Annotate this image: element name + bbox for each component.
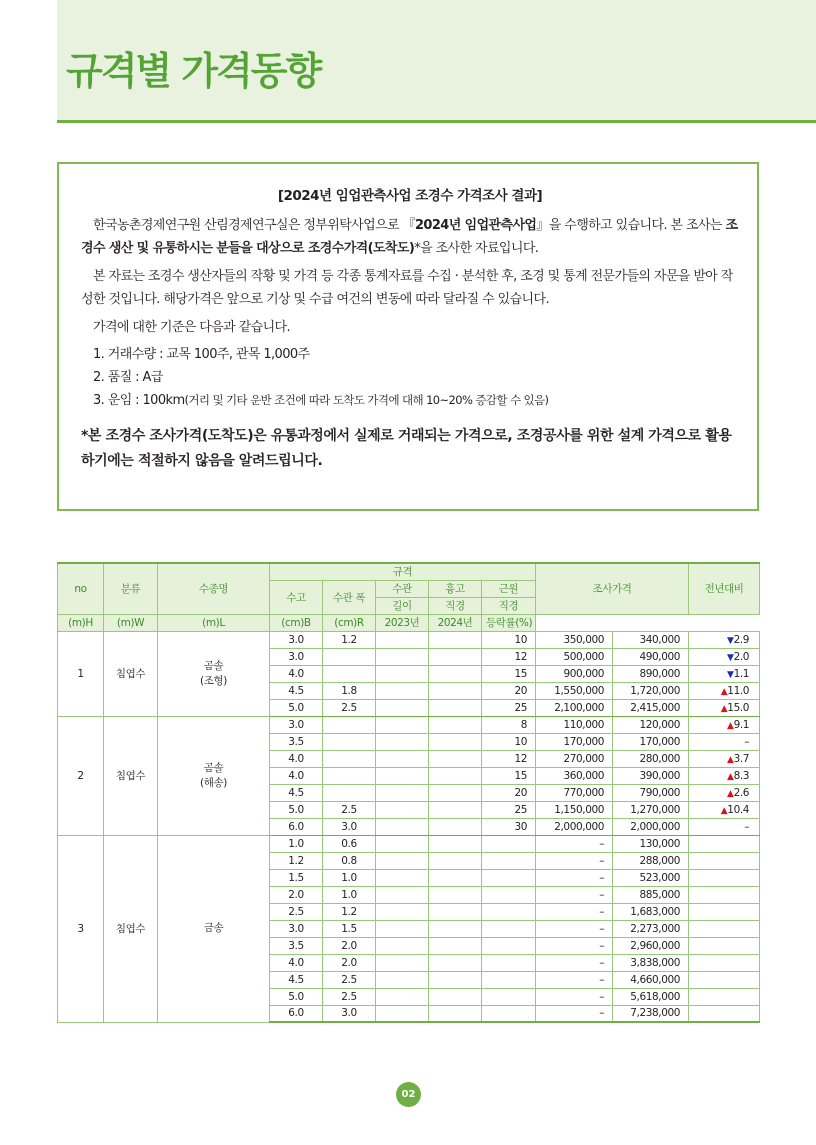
cell-crown-width	[323, 716, 376, 733]
cell-root-diameter	[482, 988, 536, 1005]
table-row	[58, 631, 760, 648]
cell-price-2023: 2,100,000	[536, 699, 613, 716]
cell-crown-length	[376, 716, 429, 733]
cell-price-2024: 1,683,000	[613, 903, 689, 920]
cell-height: 5.0	[270, 988, 323, 1005]
cell-root-diameter: 15	[482, 665, 536, 682]
cell-root-diameter: 10	[482, 733, 536, 750]
cell-dbh	[429, 920, 482, 937]
cell-change-rate	[689, 920, 760, 937]
cell-change-rate	[689, 988, 760, 1005]
cell-dbh	[429, 767, 482, 784]
cell-price-2023: 110,000	[536, 716, 613, 733]
cell-crown-length	[376, 682, 429, 699]
cell-height: 3.0	[270, 631, 323, 648]
triangle-up-icon: ▲	[720, 686, 728, 697]
rate-value: 1.1	[733, 667, 750, 680]
cell-change-rate	[689, 801, 760, 818]
cell-dbh	[429, 954, 482, 971]
cell-crown-length	[376, 631, 429, 648]
cell-root-diameter	[482, 920, 536, 937]
cell-root-diameter	[482, 954, 536, 971]
cell-height: 3.0	[270, 648, 323, 665]
cell-crown-width: 1.5	[323, 920, 376, 937]
cell-change-rate	[689, 1005, 760, 1022]
cell-root-diameter: 20	[482, 784, 536, 801]
cell-price-2023: –	[536, 835, 613, 852]
header-no: no	[58, 563, 104, 614]
table-row	[58, 835, 760, 852]
cell-crown-length	[376, 767, 429, 784]
cell-crown-length	[376, 954, 429, 971]
cell-root-diameter	[482, 1005, 536, 1022]
cell-change-rate	[689, 767, 760, 784]
cell-dbh	[429, 631, 482, 648]
page-title: 규격별 가격동향	[66, 49, 321, 93]
cell-price-2023: 2,000,000	[536, 818, 613, 835]
cell-dbh	[429, 937, 482, 954]
cell-dbh	[429, 750, 482, 767]
cell-crown-width: 3.0	[323, 818, 376, 835]
cell-height: 4.5	[270, 971, 323, 988]
cell-crown-width: 1.0	[323, 886, 376, 903]
triangle-up-icon: ▲	[727, 788, 734, 799]
cell-crown-width: 2.0	[323, 937, 376, 954]
cell-root-diameter	[482, 903, 536, 920]
cell-crown-length	[376, 665, 429, 682]
cell-price-2024: 5,618,000	[613, 988, 689, 1005]
cell-root-diameter: 20	[482, 682, 536, 699]
rate-value: 2.6	[733, 786, 750, 799]
cell-dbh	[429, 903, 482, 920]
cell-root-diameter	[482, 971, 536, 988]
price-table	[57, 562, 760, 1023]
cell-crown-width: 1.0	[323, 869, 376, 886]
cell-crown-length	[376, 801, 429, 818]
cell-crown-width	[323, 767, 376, 784]
cell-change-rate	[689, 631, 760, 648]
cell-crown-length	[376, 750, 429, 767]
cell-crown-width: 3.0	[323, 1005, 376, 1022]
cell-root-diameter: 10	[482, 631, 536, 648]
price-table-body	[58, 631, 760, 1022]
cell-price-2023: –	[536, 988, 613, 1005]
notice-paragraph-3: 가격에 대한 기준은 다음과 같습니다.	[93, 320, 291, 335]
cell-root-diameter: 30	[482, 818, 536, 835]
unit-crown-length: (m)L	[158, 614, 270, 631]
header-root-top: 근원	[482, 580, 536, 597]
cell-price-2023: –	[536, 954, 613, 971]
cell-root-diameter: 15	[482, 767, 536, 784]
cell-price-2023: 170,000	[536, 733, 613, 750]
cell-price-2024: 790,000	[613, 784, 689, 801]
cell-change-rate	[689, 818, 760, 835]
rate-value: –	[744, 735, 750, 748]
cell-crown-length	[376, 733, 429, 750]
cell-change-rate	[689, 665, 760, 682]
cell-height: 3.5	[270, 937, 323, 954]
cell-price-2024: 170,000	[613, 733, 689, 750]
cell-price-2024: 890,000	[613, 665, 689, 682]
cell-change-rate	[689, 835, 760, 852]
cell-price-2024: 885,000	[613, 886, 689, 903]
header-dbh-bottom: 직경	[429, 597, 482, 614]
cell-crown-width	[323, 733, 376, 750]
criteria-item-quantity: 1. 거래수량 : 교목 100주, 관목 1,000주	[93, 347, 310, 362]
rate-value: 2.9	[733, 633, 750, 646]
cell-crown-width	[323, 648, 376, 665]
cell-price-2023: –	[536, 920, 613, 937]
cell-crown-width	[323, 750, 376, 767]
cell-crown-width: 1.8	[323, 682, 376, 699]
cell-change-rate	[689, 937, 760, 954]
triangle-up-icon: ▲	[720, 805, 728, 816]
rate-value: 2.0	[733, 650, 750, 663]
cell-price-2024: 1,720,000	[613, 682, 689, 699]
notice-paragraph-2: 본 자료는 조경수 생산자들의 작황 및 가격 등 각종 통계자료를 수집 · 분석한 후, 조경 및 통계 전문가들의 자문을 받아 작성한 것입니다. 해당가격은 앞으로 기상 및 수급 여건의 변동에 따라 달라질 수 있습니다.	[81, 269, 733, 307]
cell-height: 4.0	[270, 767, 323, 784]
cell-no: 1	[58, 631, 104, 716]
cell-change-rate	[689, 852, 760, 869]
cell-root-diameter	[482, 835, 536, 852]
cell-change-rate	[689, 954, 760, 971]
cell-no: 2	[58, 716, 104, 835]
cell-crown-length	[376, 869, 429, 886]
cell-dbh	[429, 971, 482, 988]
cell-height: 4.0	[270, 665, 323, 682]
cell-price-2023: –	[536, 937, 613, 954]
cell-dbh	[429, 665, 482, 682]
survey-notice-box	[57, 162, 759, 511]
cell-price-2024: 3,838,000	[613, 954, 689, 971]
cell-price-2023: 1,150,000	[536, 801, 613, 818]
cell-price-2024: 490,000	[613, 648, 689, 665]
cell-price-2023: 1,550,000	[536, 682, 613, 699]
rate-value: 3.7	[733, 752, 750, 765]
cell-root-diameter	[482, 886, 536, 903]
cell-root-diameter	[482, 852, 536, 869]
header-species: 수종명	[158, 563, 270, 614]
cell-height: 1.0	[270, 835, 323, 852]
unit-root: (cm)R	[323, 614, 376, 631]
cell-change-rate	[689, 699, 760, 716]
cell-height: 3.5	[270, 733, 323, 750]
cell-dbh	[429, 1005, 482, 1022]
cell-root-diameter	[482, 937, 536, 954]
cell-price-2024: 288,000	[613, 852, 689, 869]
triangle-up-icon: ▲	[727, 754, 734, 765]
cell-dbh	[429, 784, 482, 801]
header-root-bottom: 직경	[482, 597, 536, 614]
cell-dbh	[429, 716, 482, 733]
cell-price-2023: –	[536, 971, 613, 988]
cell-price-2024: 4,660,000	[613, 971, 689, 988]
cell-crown-width: 2.5	[323, 699, 376, 716]
header-height: 수고	[270, 580, 323, 614]
cell-crown-length	[376, 699, 429, 716]
cell-no: 3	[58, 835, 104, 1022]
cell-crown-length	[376, 818, 429, 835]
cell-price-2024: 280,000	[613, 750, 689, 767]
cell-height: 4.0	[270, 954, 323, 971]
header-crown-width: 수관 폭	[323, 580, 376, 614]
criteria-item-quality: 2. 품질 : A급	[93, 370, 163, 385]
cell-price-2023: –	[536, 1005, 613, 1022]
cell-crown-width: 2.5	[323, 988, 376, 1005]
cell-change-rate	[689, 750, 760, 767]
header-dbh-top: 흉고	[429, 580, 482, 597]
cell-price-2024: 2,000,000	[613, 818, 689, 835]
cell-price-2024: 130,000	[613, 835, 689, 852]
cell-height: 3.0	[270, 920, 323, 937]
header-rate: 등락률(%)	[482, 614, 536, 631]
cell-dbh	[429, 648, 482, 665]
header-price: 조사가격	[536, 563, 689, 614]
cell-root-diameter: 12	[482, 648, 536, 665]
header-yoy: 전년대비	[689, 563, 760, 614]
cell-crown-width: 0.8	[323, 852, 376, 869]
cell-price-2023: 500,000	[536, 648, 613, 665]
unit-dbh: (cm)B	[270, 614, 323, 631]
cell-change-rate	[689, 903, 760, 920]
cell-change-rate	[689, 971, 760, 988]
cell-crown-width	[323, 784, 376, 801]
header-divider	[57, 120, 816, 123]
rate-value: 15.0	[727, 701, 750, 714]
cell-price-2023: 360,000	[536, 767, 613, 784]
cell-height: 6.0	[270, 818, 323, 835]
cell-change-rate	[689, 648, 760, 665]
cell-dbh	[429, 869, 482, 886]
cell-crown-length	[376, 937, 429, 954]
header-category: 분류	[104, 563, 158, 614]
cell-category: 침엽수	[104, 835, 158, 1022]
cell-height: 4.5	[270, 682, 323, 699]
notice-warning: *본 조경수 조사가격(도착도)은 유통과정에서 실제로 거래되는 가격으로, 조경공사를 위한 설계 가격으로 활용하기에는 적절하지 않음을 알려드립니다.	[81, 428, 732, 469]
rate-value: 9.1	[733, 718, 750, 731]
cell-price-2024: 340,000	[613, 631, 689, 648]
triangle-up-icon: ▲	[720, 703, 728, 714]
cell-price-2023: –	[536, 903, 613, 920]
cell-change-rate	[689, 682, 760, 699]
cell-height: 4.5	[270, 784, 323, 801]
cell-root-diameter: 25	[482, 699, 536, 716]
cell-species: 곰솔 (조형)	[158, 631, 270, 716]
cell-price-2024: 7,238,000	[613, 1005, 689, 1022]
triangle-up-icon: ▲	[727, 720, 734, 731]
header-crown-length-top: 수관	[376, 580, 429, 597]
cell-crown-length	[376, 903, 429, 920]
cell-height: 4.0	[270, 750, 323, 767]
cell-crown-length	[376, 988, 429, 1005]
cell-price-2023: –	[536, 869, 613, 886]
cell-crown-length	[376, 920, 429, 937]
cell-change-rate	[689, 733, 760, 750]
cell-price-2024: 2,273,000	[613, 920, 689, 937]
unit-height: (m)H	[58, 614, 104, 631]
cell-crown-width: 1.2	[323, 903, 376, 920]
cell-crown-width	[323, 665, 376, 682]
triangle-down-icon: ▼	[727, 669, 734, 680]
cell-crown-width: 2.5	[323, 801, 376, 818]
cell-root-diameter: 25	[482, 801, 536, 818]
cell-price-2024: 390,000	[613, 767, 689, 784]
triangle-up-icon: ▲	[727, 771, 734, 782]
cell-height: 5.0	[270, 699, 323, 716]
cell-price-2024: 2,415,000	[613, 699, 689, 716]
cell-dbh	[429, 835, 482, 852]
criteria-item-freight: 3. 운임 : 100km(거리 및 기타 운반 조건에 따라 도착도 가격에 대해 10~20% 증감할 수 있음)	[93, 393, 549, 408]
cell-price-2024: 2,960,000	[613, 937, 689, 954]
cell-height: 1.2	[270, 852, 323, 869]
cell-price-2024: 523,000	[613, 869, 689, 886]
cell-change-rate	[689, 716, 760, 733]
cell-price-2023: 270,000	[536, 750, 613, 767]
cell-dbh	[429, 988, 482, 1005]
triangle-down-icon: ▼	[727, 635, 734, 646]
cell-height: 2.0	[270, 886, 323, 903]
notice-heading: [2024년 임업관측사업 조경수 가격조사 결과]	[277, 188, 543, 204]
header-crown-length-bottom: 길이	[376, 597, 429, 614]
cell-crown-length	[376, 648, 429, 665]
cell-root-diameter	[482, 869, 536, 886]
header-spec: 규격	[270, 563, 536, 580]
rate-value: –	[744, 820, 750, 833]
notice-paragraph-1: 한국농촌경제연구원 산림경제연구실은 정부위탁사업으로 『2024년 임업관측사업』을 수행하고 있습니다. 본 조사는 조경수 생산 및 유통하시는 분들을 대상으로 조경수가격(도착도)*을 조사한 자료입니다.	[81, 218, 738, 256]
cell-root-diameter: 12	[482, 750, 536, 767]
cell-height: 6.0	[270, 1005, 323, 1022]
header-year-2024: 2024년	[429, 614, 482, 631]
cell-height: 5.0	[270, 801, 323, 818]
cell-dbh	[429, 852, 482, 869]
cell-category: 침엽수	[104, 716, 158, 835]
rate-value: 10.4	[727, 803, 750, 816]
cell-species: 곰솔 (해송)	[158, 716, 270, 835]
cell-height: 3.0	[270, 716, 323, 733]
rate-value: 11.0	[727, 684, 750, 697]
cell-dbh	[429, 682, 482, 699]
triangle-down-icon: ▼	[727, 652, 734, 663]
table-row	[58, 716, 760, 733]
unit-crown-width: (m)W	[104, 614, 158, 631]
cell-price-2023: –	[536, 886, 613, 903]
cell-category: 침엽수	[104, 631, 158, 716]
rate-value: 8.3	[733, 769, 750, 782]
cell-height: 2.5	[270, 903, 323, 920]
cell-crown-length	[376, 886, 429, 903]
cell-crown-width: 2.0	[323, 954, 376, 971]
cell-crown-length	[376, 784, 429, 801]
cell-height: 1.5	[270, 869, 323, 886]
cell-crown-length	[376, 835, 429, 852]
cell-crown-width: 2.5	[323, 971, 376, 988]
cell-price-2023: –	[536, 852, 613, 869]
cell-crown-width: 1.2	[323, 631, 376, 648]
cell-crown-length	[376, 1005, 429, 1022]
cell-change-rate	[689, 869, 760, 886]
cell-price-2024: 120,000	[613, 716, 689, 733]
cell-price-2023: 350,000	[536, 631, 613, 648]
cell-price-2023: 900,000	[536, 665, 613, 682]
cell-crown-length	[376, 971, 429, 988]
cell-dbh	[429, 699, 482, 716]
cell-price-2024: 1,270,000	[613, 801, 689, 818]
cell-dbh	[429, 886, 482, 903]
cell-species: 금송	[158, 835, 270, 1022]
cell-root-diameter: 8	[482, 716, 536, 733]
cell-dbh	[429, 733, 482, 750]
cell-dbh	[429, 818, 482, 835]
header-year-2023: 2023년	[376, 614, 429, 631]
cell-change-rate	[689, 886, 760, 903]
cell-crown-length	[376, 852, 429, 869]
cell-dbh	[429, 801, 482, 818]
page-number: 02	[396, 1082, 421, 1107]
cell-crown-width: 0.6	[323, 835, 376, 852]
price-table-header	[58, 563, 760, 631]
cell-price-2023: 770,000	[536, 784, 613, 801]
cell-change-rate	[689, 784, 760, 801]
criteria-list	[81, 343, 739, 412]
